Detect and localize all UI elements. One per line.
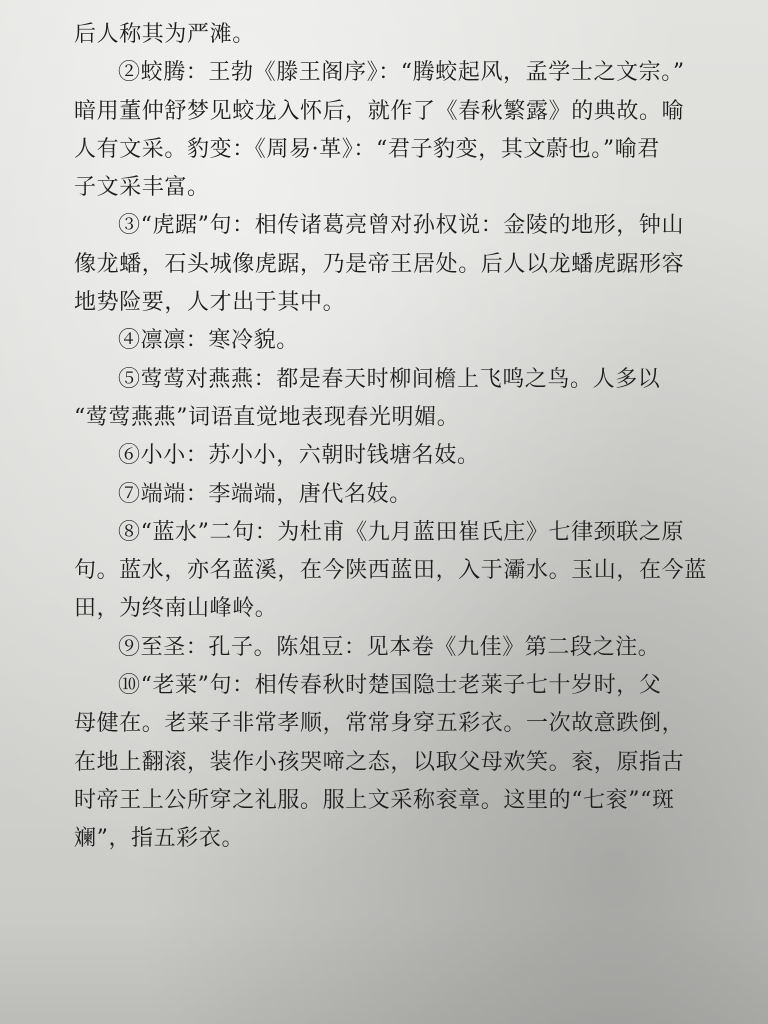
text-line: ⑩“老莱”句：相传春秋时楚国隐士老莱子七十岁时，父 (118, 673, 662, 699)
text-line: 后人称其为严滩。 (74, 22, 255, 47)
text-line: ⑦端端：李端端，唐代名妓。 (118, 481, 412, 507)
text-line: 在地上翻滚，装作小孩哭啼之态，以取父母欢笑。衮，原指古 (74, 749, 685, 775)
text-line: ④凛凛：寒冷貌。 (118, 328, 299, 354)
text-line: ③“虎踞”句：相传诸葛亮曾对孙权说：金陵的地形，钟山 (118, 213, 685, 239)
annotation-text-block (74, 16, 734, 859)
text-line: 暗用董仲舒梦见蛟龙入怀后，就作了《春秋繁露》的典故。喻 (74, 98, 685, 124)
text-line: ⑤莺莺对燕燕：都是春天时柳间檐上飞鸣之鸟。人多以 (118, 366, 661, 392)
text-line: ②蛟腾：王勃《滕王阁序》：“腾蛟起风，孟学士之文宗。” (118, 60, 685, 86)
text-line: 像龙蟠，石头城像虎踞，乃是帝王居处。后人以龙蟠虎踞形容 (74, 251, 685, 277)
text-line: ⑥小小：苏小小，六朝时钱塘名妓。 (118, 443, 480, 469)
text-line: 人有文采。豹变：《周易·革》：“君子豹变，其文蔚也。”喻君 (74, 136, 660, 162)
text-line: 地势险要，人才出于其中。 (74, 290, 346, 316)
page-shadow (0, 914, 768, 1024)
text-line: 田，为终南山峰岭。 (74, 596, 278, 622)
text-line: 斓”，指五彩衣。 (74, 826, 245, 852)
text-line: 母健在。老莱子非常孝顺，常常身穿五彩衣。一次故意跌倒， (74, 711, 685, 737)
text-line: 子文采丰富。 (74, 175, 210, 201)
text-line: ⑧“蓝水”二句：为杜甫《九月蓝田崔氏庄》七律颈联之原 (118, 519, 685, 545)
text-line: 时帝王上公所穿之礼服。服上文采称衮章。这里的“七衮”“斑 (74, 787, 675, 813)
text-line: “莺莺燕燕”词语直觉地表现春光明媚。 (74, 404, 460, 430)
text-line: ⑨至圣：孔子。陈俎豆：见本卷《九佳》第二段之注。 (118, 634, 661, 660)
text-line: 句。蓝水，亦名蓝溪，在今陕西蓝田，入于灞水。玉山，在今蓝 (74, 558, 707, 584)
